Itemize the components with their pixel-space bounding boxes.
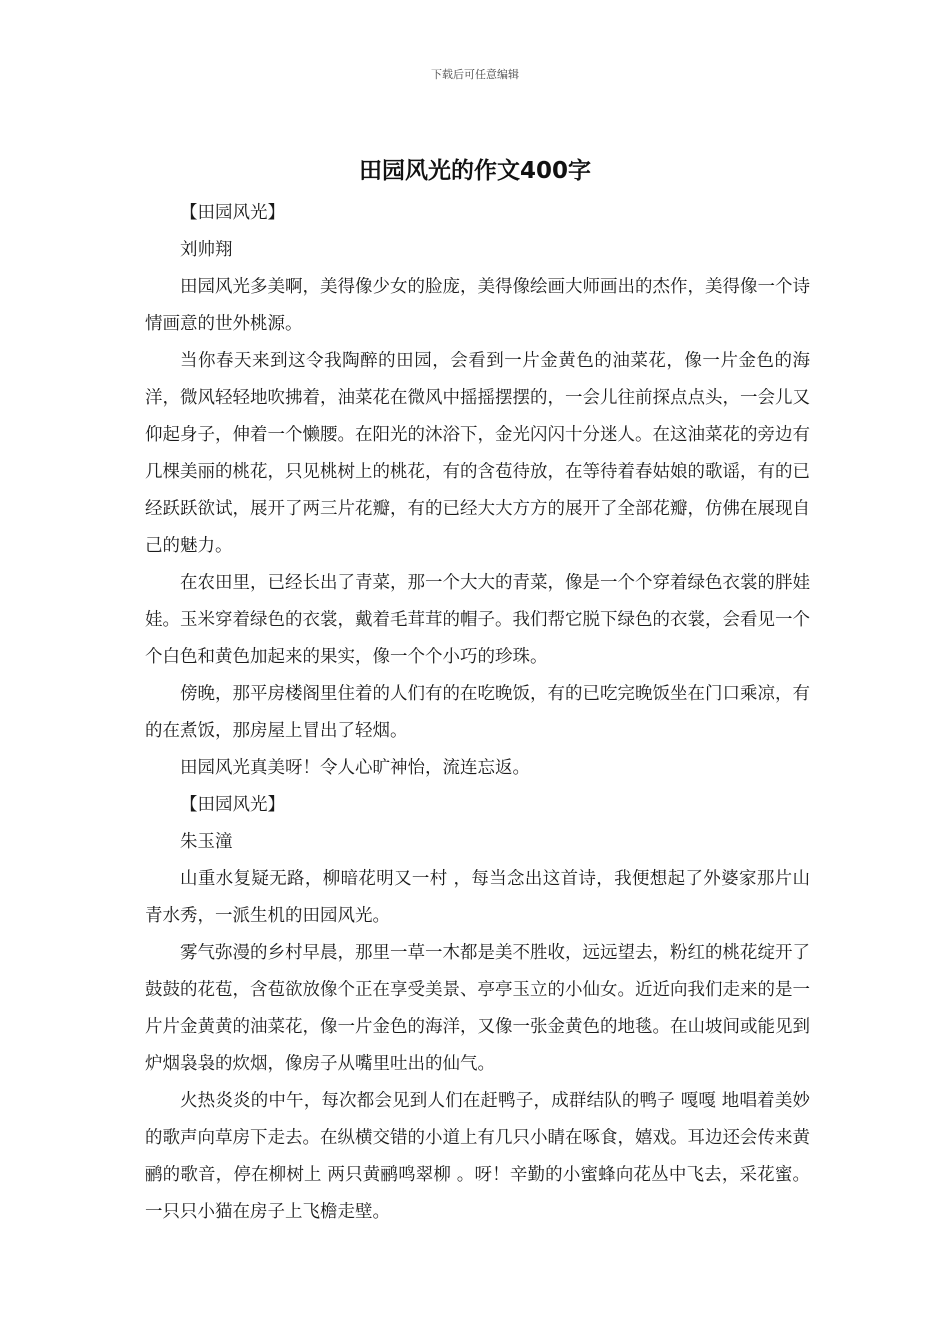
section-heading: 【田园风光】	[180, 203, 285, 223]
author-name: 朱玉潼	[180, 832, 233, 852]
paragraph: 山重水复疑无路，柳暗花明又一村 ，每当念出这首诗，我便想起了外婆家那片山青水秀，一派生机的田园风光。	[145, 869, 810, 926]
paragraph: 雾气弥漫的乡村早晨，那里一草一木都是美不胜收，远远望去，粉红的桃花绽开了鼓鼓的花苞，含苞欲放像个正在享受美景、亭亭玉立的小仙女。近近向我们走来的是一片片金黄黄的油菜花，像一片金色的海洋，又像一张金黄色的地毯。在山坡间或能见到炉烟袅袅的炊烟，像房子从嘴里吐出的仙气。	[145, 943, 810, 1074]
paragraph: 田园风光真美呀！令人心旷神怡，流连忘返。	[180, 758, 530, 778]
paragraph: 当你春天来到这令我陶醉的田园，会看到一片金黄色的油菜花，像一片金色的海洋，微风轻轻地吹拂着，油菜花在微风中摇摇摆摆的，一会儿往前探点点头，一会儿又仰起身子，伸着一个懒腰。在阳光的沐浴下，金光闪闪十分迷人。在这油菜花的旁边有几棵美丽的桃花，只见桃树上的桃花，有的含苞待放，在等待着春姑娘的歌谣，有的已经跃跃欲试，展开了两三片花瓣，有的已经大大方方的展开了全部花瓣，仿佛在展现自己的魅力。	[145, 351, 810, 556]
header-note: 下载后可任意编辑	[431, 68, 519, 81]
document-title: 田园风光的作文400字	[358, 158, 591, 184]
document-body	[145, 195, 810, 1231]
author-name: 刘帅翔	[180, 240, 233, 260]
section-heading: 【田园风光】	[180, 795, 285, 815]
paragraph: 田园风光多美啊，美得像少女的脸庞，美得像绘画大师画出的杰作，美得像一个诗情画意的世外桃源。	[145, 277, 810, 334]
paragraph: 在农田里，已经长出了青菜，那一个大大的青菜，像是一个个穿着绿色衣裳的胖娃娃。玉米穿着绿色的衣裳，戴着毛茸茸的帽子。我们帮它脱下绿色的衣裳，会看见一个个白色和黄色加起来的果实，像一个个小巧的珍珠。	[145, 573, 810, 667]
paragraph: 火热炎炎的中午，每次都会见到人们在赶鸭子，成群结队的鸭子 嘎嘎 地唱着美妙的歌声向草房下走去。在纵横交错的小道上有几只小睛在啄食，嬉戏。耳边还会传来黄鹂的歌音，停在柳树上 两只黄鹂鸣翠柳 。呀！辛勤的小蜜蜂向花丛中飞去，采花蜜。一只只小猫在房子上飞檐走壁。	[145, 1091, 810, 1222]
paragraph: 傍晚，那平房楼阁里住着的人们有的在吃晚饭，有的已吃完晚饭坐在门口乘凉，有的在煮饭，那房屋上冒出了轻烟。	[145, 684, 810, 741]
